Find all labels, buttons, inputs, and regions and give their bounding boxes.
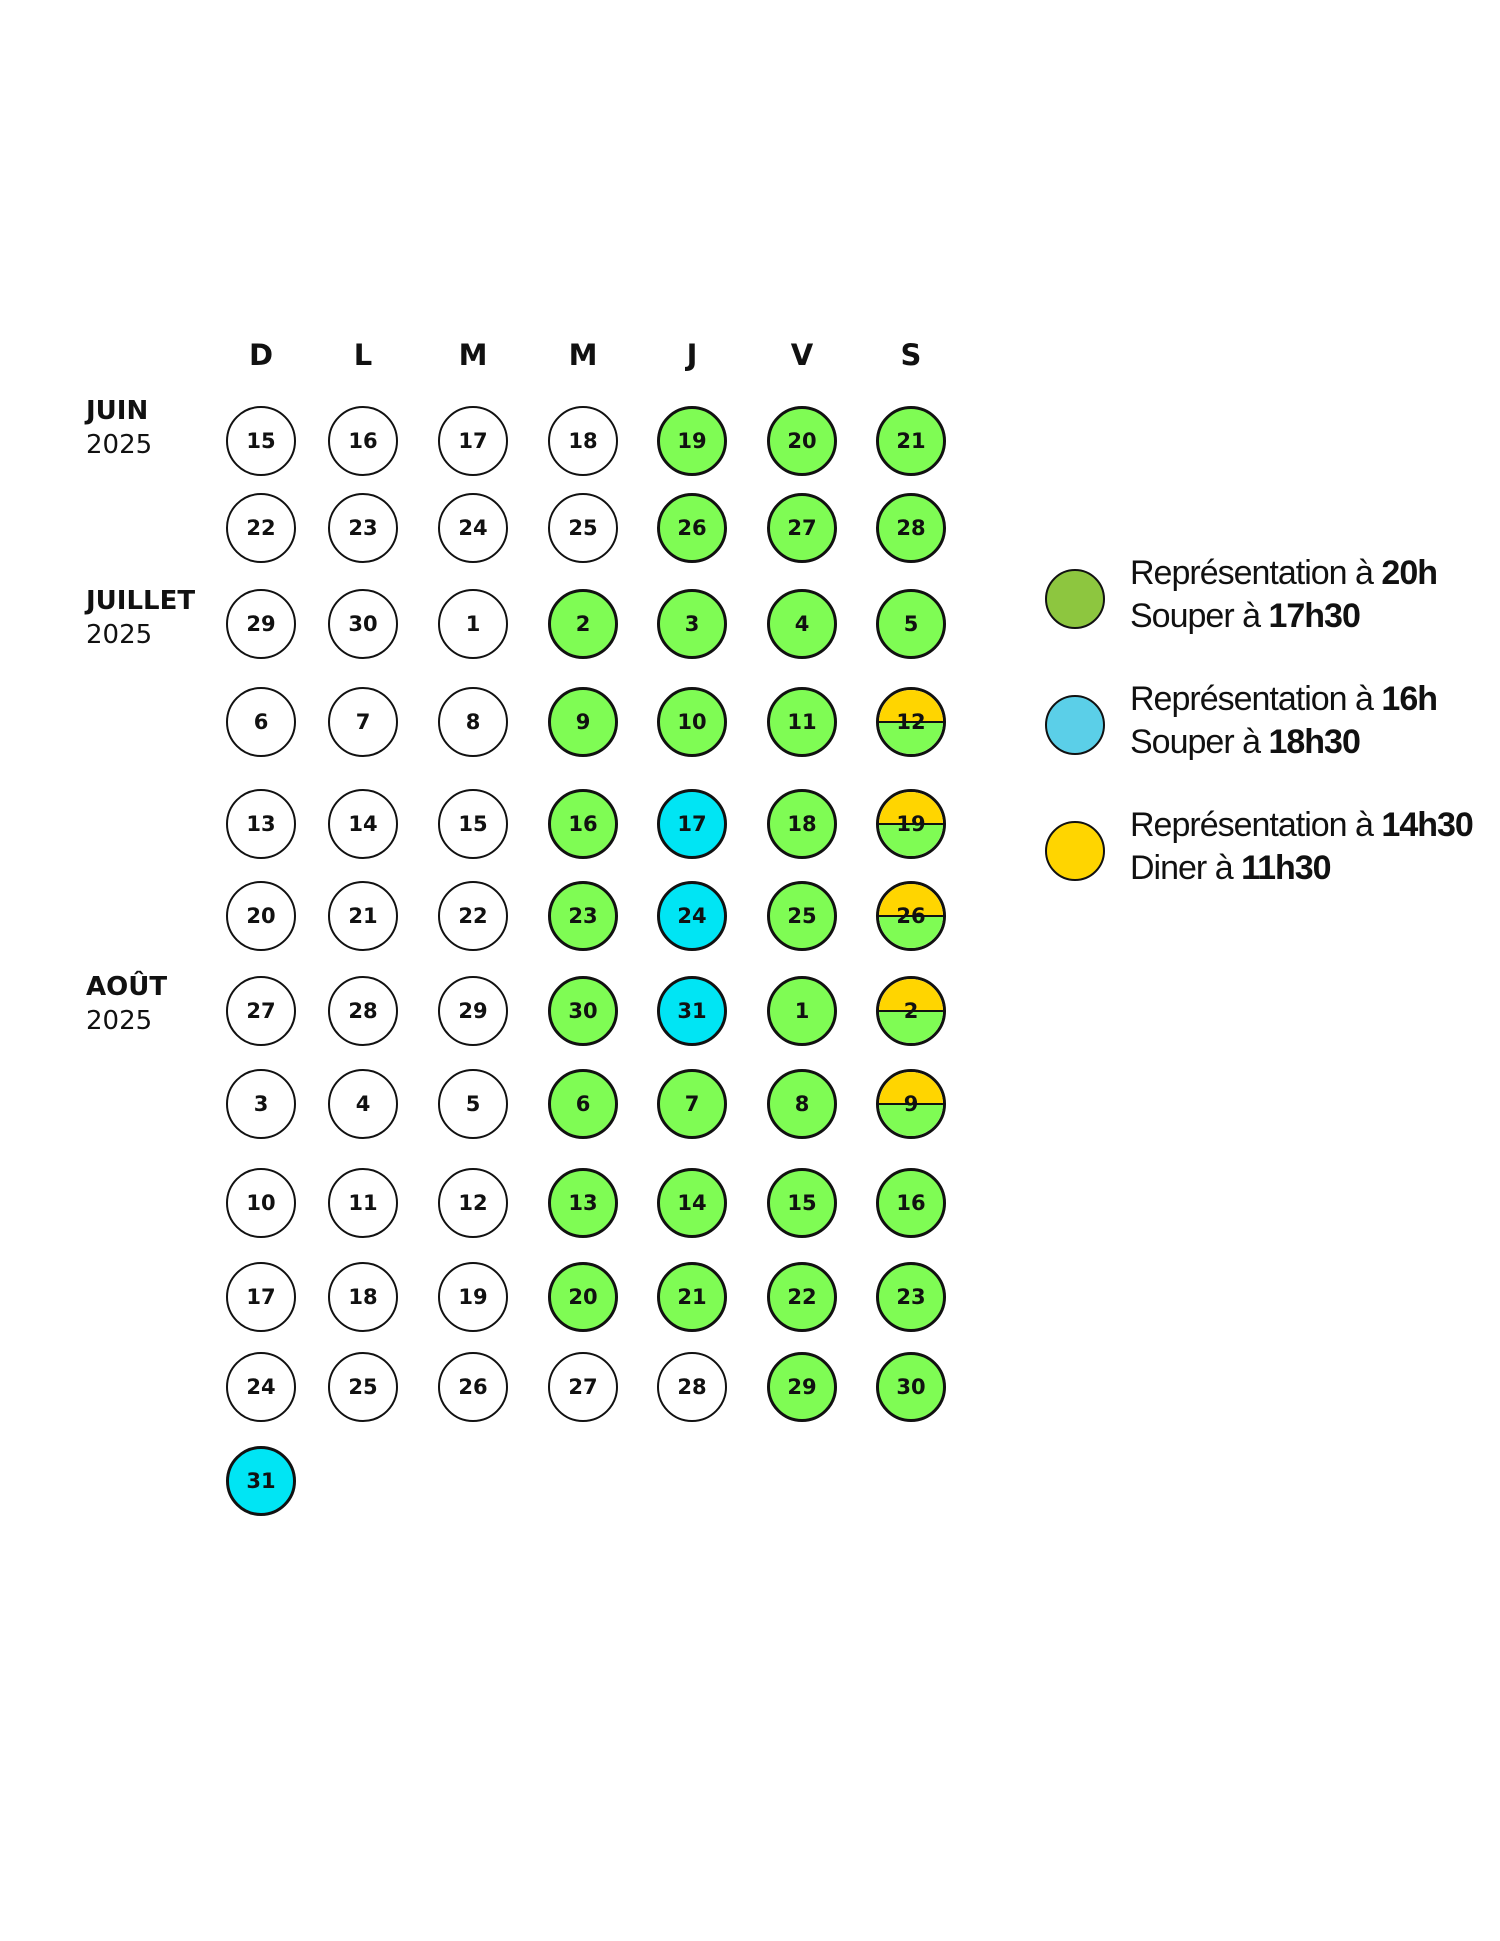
day-number: 5	[465, 1092, 481, 1116]
day-number: 27	[246, 999, 276, 1023]
day-number: 21	[677, 1285, 707, 1309]
legend-swatch	[1045, 821, 1105, 881]
day-number: 18	[348, 1285, 378, 1309]
day-number: 8	[794, 1092, 810, 1116]
day-cell-no-show	[226, 493, 296, 563]
day-cell-evening-show	[767, 976, 837, 1046]
day-number: 14	[348, 812, 378, 836]
day-cell-evening-show	[657, 1069, 727, 1139]
day-number: 26	[458, 1375, 488, 1399]
legend-item-yellow	[1040, 804, 1490, 894]
day-number: 7	[355, 710, 371, 734]
day-number: 6	[253, 710, 269, 734]
weekday-tuesday: M	[458, 338, 488, 372]
day-cell-evening-show	[657, 687, 727, 757]
day-cell-evening-show	[767, 1168, 837, 1238]
day-number: 4	[355, 1092, 371, 1116]
month-label-july	[86, 584, 195, 652]
day-number: 16	[348, 429, 378, 453]
day-number: 18	[787, 812, 817, 836]
day-cell-evening-show	[767, 789, 837, 859]
day-number: 13	[246, 812, 276, 836]
day-cell-no-show	[328, 1352, 398, 1422]
day-cell-afternoon-show	[657, 976, 727, 1046]
month-label-june	[86, 394, 152, 462]
legend-meal-line	[1130, 721, 1437, 764]
day-cell-double-show-matinee-cancelled	[876, 1069, 946, 1139]
day-cell-evening-show	[767, 1262, 837, 1332]
day-number: 22	[246, 516, 276, 540]
day-number: 28	[896, 516, 926, 540]
day-number: 23	[348, 516, 378, 540]
day-number: 25	[568, 516, 598, 540]
month-name: AOÛT	[86, 972, 168, 1002]
day-cell-no-show	[226, 1352, 296, 1422]
day-cell-evening-show	[876, 406, 946, 476]
day-number: 27	[787, 516, 817, 540]
day-number: 19	[677, 429, 707, 453]
weekday-saturday: S	[900, 338, 922, 372]
day-cell-afternoon-show	[657, 881, 727, 951]
legend-time: 20h	[1381, 554, 1437, 592]
day-number: 10	[677, 710, 707, 734]
day-cell-no-show	[328, 881, 398, 951]
day-number: 25	[787, 904, 817, 928]
day-cell-no-show	[438, 881, 508, 951]
legend-meal-line	[1130, 595, 1437, 638]
day-cell-evening-show	[767, 1069, 837, 1139]
day-cell-evening-show	[548, 1069, 618, 1139]
legend-time: 11h30	[1241, 849, 1331, 887]
day-number: 28	[348, 999, 378, 1023]
day-cell-evening-show	[548, 687, 618, 757]
month-name: JUIN	[86, 396, 149, 426]
day-number: 22	[458, 904, 488, 928]
day-cell-afternoon-show	[657, 789, 727, 859]
day-number: 24	[458, 516, 488, 540]
day-number: 26	[677, 516, 707, 540]
day-cell-no-show	[438, 406, 508, 476]
day-number: 29	[458, 999, 488, 1023]
day-number: 31	[677, 999, 707, 1023]
day-number: 31	[246, 1469, 276, 1493]
day-number: 2	[903, 999, 919, 1023]
legend-time: 17h30	[1268, 597, 1360, 635]
month-year: 2025	[86, 430, 153, 460]
day-cell-evening-show	[876, 493, 946, 563]
day-cell-no-show	[438, 1352, 508, 1422]
weekday-monday: L	[353, 338, 373, 372]
day-number: 15	[458, 812, 488, 836]
weekday-sunday: D	[248, 338, 274, 372]
day-cell-no-show	[548, 1352, 618, 1422]
day-cell-evening-show	[657, 589, 727, 659]
day-number: 30	[348, 612, 378, 636]
legend-text	[1130, 552, 1437, 638]
month-label-august	[86, 970, 167, 1038]
day-cell-evening-show	[767, 1352, 837, 1422]
legend-performance-line	[1130, 804, 1473, 847]
legend-label: Diner à	[1130, 849, 1242, 887]
day-cell-no-show	[438, 789, 508, 859]
day-cell-evening-show	[657, 406, 727, 476]
day-cell-evening-show	[548, 1262, 618, 1332]
day-number: 13	[568, 1191, 598, 1215]
legend-performance-line	[1130, 678, 1437, 721]
day-number: 20	[246, 904, 276, 928]
day-cell-no-show	[438, 1168, 508, 1238]
day-cell-no-show	[548, 406, 618, 476]
day-cell-no-show	[438, 1069, 508, 1139]
legend-meal-line	[1130, 847, 1473, 890]
day-cell-no-show	[328, 1069, 398, 1139]
legend-text	[1130, 678, 1437, 764]
day-number: 11	[348, 1191, 378, 1215]
day-cell-evening-show	[767, 687, 837, 757]
legend-time: 14h30	[1381, 806, 1473, 844]
month-year: 2025	[86, 620, 153, 650]
day-cell-evening-show	[767, 589, 837, 659]
day-cell-double-show-matinee-cancelled	[876, 976, 946, 1046]
legend-label: Représentation à	[1130, 680, 1382, 718]
legend-label: Représentation à	[1130, 806, 1382, 844]
day-number: 12	[896, 710, 926, 734]
day-cell-no-show	[226, 881, 296, 951]
day-cell-double-show-matinee-cancelled	[876, 881, 946, 951]
day-cell-no-show	[328, 589, 398, 659]
day-number: 9	[903, 1092, 919, 1116]
day-number: 10	[246, 1191, 276, 1215]
day-number: 6	[575, 1092, 591, 1116]
day-cell-evening-show	[548, 789, 618, 859]
day-cell-evening-show	[548, 881, 618, 951]
day-cell-no-show	[548, 493, 618, 563]
day-number: 15	[246, 429, 276, 453]
day-number: 15	[787, 1191, 817, 1215]
day-cell-evening-show	[876, 1352, 946, 1422]
day-cell-no-show	[438, 493, 508, 563]
legend-label: Souper à	[1130, 597, 1269, 635]
legend-label: Représentation à	[1130, 554, 1382, 592]
day-number: 28	[677, 1375, 707, 1399]
day-cell-evening-show	[657, 1262, 727, 1332]
legend-time: 18h30	[1268, 723, 1360, 761]
day-number: 22	[787, 1285, 817, 1309]
day-cell-evening-show	[657, 493, 727, 563]
legend-time: 16h	[1381, 680, 1437, 718]
day-number: 30	[896, 1375, 926, 1399]
day-number: 3	[253, 1092, 269, 1116]
day-number: 18	[568, 429, 598, 453]
day-number: 20	[568, 1285, 598, 1309]
day-cell-no-show	[226, 589, 296, 659]
day-cell-evening-show	[767, 881, 837, 951]
day-number: 7	[684, 1092, 700, 1116]
day-number: 29	[246, 612, 276, 636]
day-number: 2	[575, 612, 591, 636]
day-number: 25	[348, 1375, 378, 1399]
day-cell-no-show	[328, 1262, 398, 1332]
day-number: 8	[465, 710, 481, 734]
day-number: 3	[684, 612, 700, 636]
day-cell-evening-show	[548, 976, 618, 1046]
day-number: 11	[787, 710, 817, 734]
weekday-friday: V	[790, 338, 814, 372]
weekday-wednesday: M	[568, 338, 598, 372]
day-number: 12	[458, 1191, 488, 1215]
day-cell-evening-show	[876, 1262, 946, 1332]
day-number: 19	[896, 812, 926, 836]
day-cell-no-show	[226, 1262, 296, 1332]
day-number: 17	[677, 812, 707, 836]
day-number: 26	[896, 904, 926, 928]
day-cell-no-show	[226, 1168, 296, 1238]
day-number: 23	[568, 904, 598, 928]
legend-performance-line	[1130, 552, 1437, 595]
legend-swatch	[1045, 569, 1105, 629]
day-number: 27	[568, 1375, 598, 1399]
day-cell-no-show	[657, 1352, 727, 1422]
day-number: 24	[246, 1375, 276, 1399]
day-cell-no-show	[226, 406, 296, 476]
day-number: 23	[896, 1285, 926, 1309]
day-number: 21	[896, 429, 926, 453]
day-number: 9	[575, 710, 591, 734]
day-cell-no-show	[438, 589, 508, 659]
day-number: 4	[794, 612, 810, 636]
month-name: JUILLET	[86, 586, 196, 616]
day-number: 16	[896, 1191, 926, 1215]
day-cell-no-show	[328, 1168, 398, 1238]
day-cell-afternoon-show	[226, 1446, 296, 1516]
legend-item-green	[1040, 552, 1490, 642]
weekday-thursday: J	[686, 338, 698, 372]
day-number: 1	[794, 999, 810, 1023]
day-number: 24	[677, 904, 707, 928]
day-cell-no-show	[328, 493, 398, 563]
legend-item-cyan	[1040, 678, 1490, 768]
day-cell-evening-show	[657, 1168, 727, 1238]
day-cell-evening-show	[548, 1168, 618, 1238]
day-cell-no-show	[328, 687, 398, 757]
day-cell-no-show	[438, 1262, 508, 1332]
legend-label: Souper à	[1130, 723, 1269, 761]
day-number: 21	[348, 904, 378, 928]
day-number: 1	[465, 612, 481, 636]
day-cell-no-show	[226, 1069, 296, 1139]
day-cell-no-show	[438, 687, 508, 757]
day-cell-no-show	[328, 406, 398, 476]
day-cell-no-show	[328, 789, 398, 859]
day-cell-evening-show	[876, 1168, 946, 1238]
day-number: 14	[677, 1191, 707, 1215]
day-number: 17	[246, 1285, 276, 1309]
day-cell-double-show-matinee-cancelled	[876, 789, 946, 859]
day-cell-no-show	[438, 976, 508, 1046]
day-cell-evening-show	[767, 493, 837, 563]
day-number: 5	[903, 612, 919, 636]
day-number: 16	[568, 812, 598, 836]
day-cell-no-show	[226, 687, 296, 757]
day-number: 29	[787, 1375, 817, 1399]
day-cell-evening-show	[876, 589, 946, 659]
day-cell-no-show	[226, 789, 296, 859]
legend-text	[1130, 804, 1473, 890]
day-cell-no-show	[226, 976, 296, 1046]
day-number: 19	[458, 1285, 488, 1309]
day-number: 17	[458, 429, 488, 453]
day-number: 20	[787, 429, 817, 453]
day-number: 30	[568, 999, 598, 1023]
month-year: 2025	[86, 1006, 153, 1036]
day-cell-double-show-matinee-cancelled	[876, 687, 946, 757]
day-cell-evening-show	[767, 406, 837, 476]
legend-swatch	[1045, 695, 1105, 755]
day-cell-no-show	[328, 976, 398, 1046]
day-cell-evening-show	[548, 589, 618, 659]
